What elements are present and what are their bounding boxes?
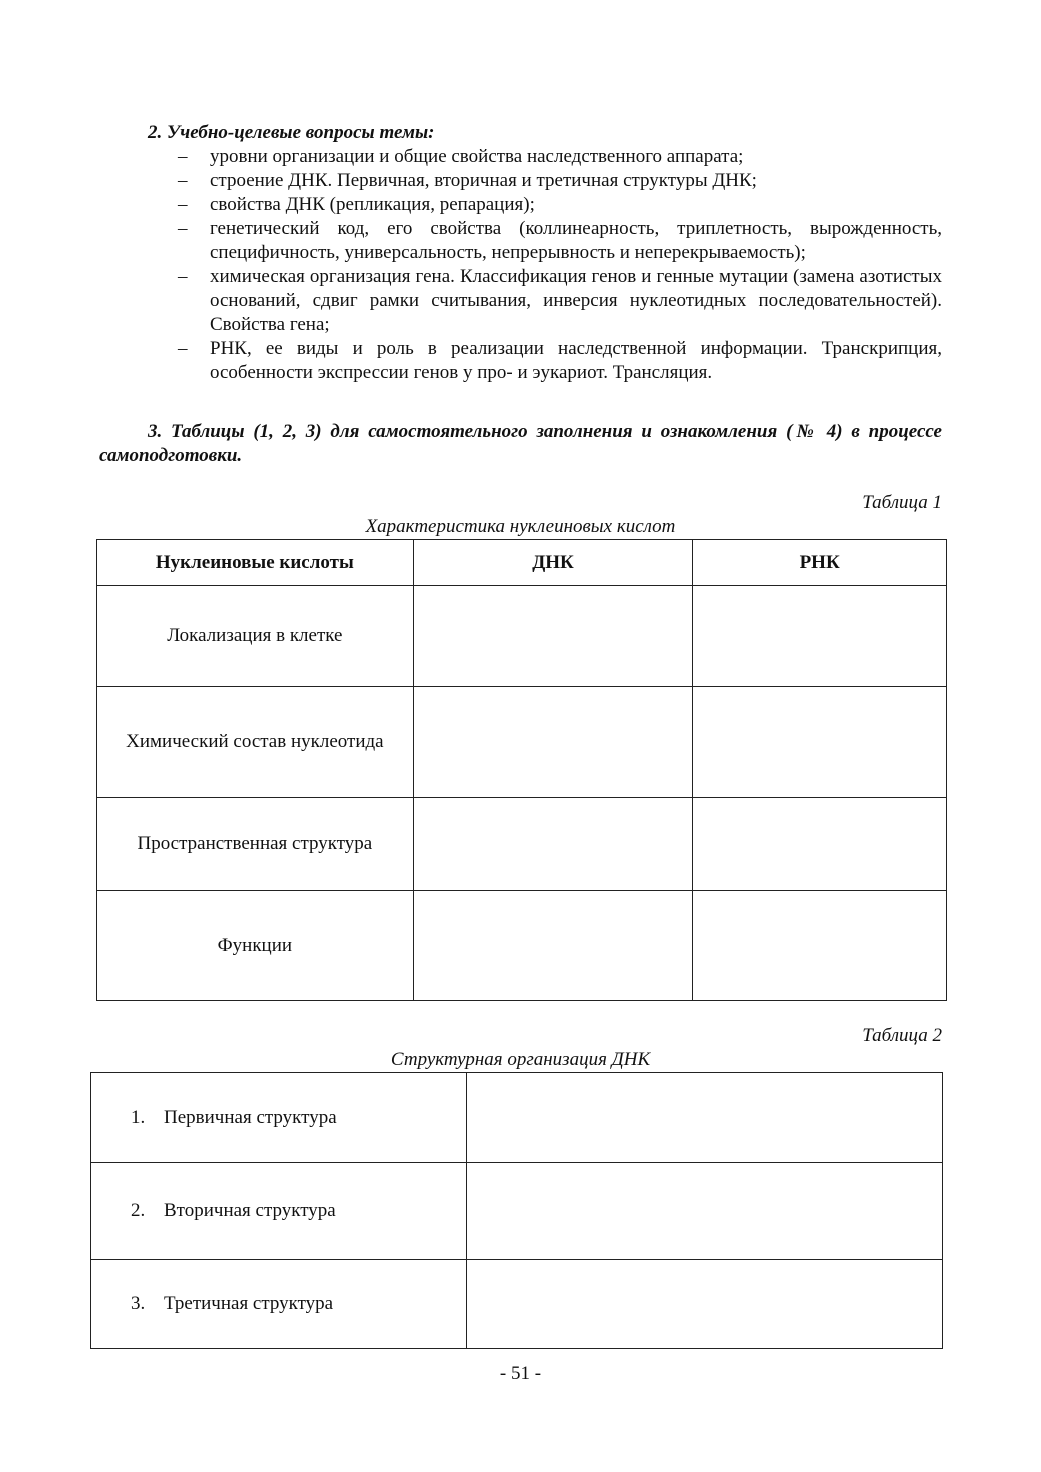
- list-item: [178, 193, 942, 217]
- list-item-text: строение ДНК. Первичная, вторичная и третичная структуры ДНК;: [210, 170, 757, 191]
- rna-cell[interactable]: [693, 586, 947, 687]
- table-2-number: Таблица 2: [862, 1025, 942, 1046]
- list-dash: –: [178, 338, 188, 359]
- table-header-row: [97, 540, 947, 586]
- list-dash: –: [178, 218, 188, 239]
- table-row: [91, 1260, 943, 1349]
- list-item: [178, 337, 942, 385]
- list-item: [178, 217, 942, 265]
- list-item-text: РНК, ее виды и роль в реализации наследственной информации. Транскрипция, особенности экспрессии генов у про- и эукариот. Трансляция.: [210, 338, 942, 383]
- row-label: [91, 1073, 467, 1163]
- table-row: [97, 891, 947, 1001]
- dna-cell[interactable]: [413, 586, 693, 687]
- table-row: [97, 687, 947, 798]
- value-cell[interactable]: [466, 1260, 942, 1349]
- list-dash: –: [178, 146, 188, 167]
- row-label: Химический состав нуклеотида: [97, 687, 414, 798]
- section-2-title: 2. Учебно-целевые вопросы темы:: [148, 122, 435, 143]
- row-label: Пространственная структура: [97, 798, 414, 891]
- row-number: 3.: [131, 1293, 146, 1314]
- row-label: [91, 1163, 467, 1260]
- table-row: [91, 1073, 943, 1163]
- header-rna: РНК: [693, 540, 947, 586]
- table-row: [91, 1163, 943, 1260]
- table-row: [97, 798, 947, 891]
- table-1-caption: Характеристика нуклеиновых кислот: [365, 516, 676, 537]
- table-row: [97, 586, 947, 687]
- header-dna: ДНК: [413, 540, 693, 586]
- table-1-number: Таблица 1: [862, 492, 942, 513]
- rna-cell[interactable]: [693, 798, 947, 891]
- rna-cell[interactable]: [693, 891, 947, 1001]
- list-item-text: уровни организации и общие свойства наследственного аппарата;: [210, 146, 744, 167]
- row-number: 1.: [131, 1106, 146, 1128]
- list-item: [178, 265, 942, 337]
- list-item-text: генетический код, его свойства (коллинеарность, триплетность, вырожденность, специфичность, универсальность, непрерывность и неперекрываемость);: [210, 218, 942, 263]
- row-label: [91, 1260, 467, 1349]
- list-dash: –: [178, 170, 188, 191]
- section-3-heading: 3. Таблицы (1, 2, 3) для самостоятельного заполнения и ознакомления (№ 4) в процессе самоподготовки.: [99, 421, 942, 466]
- value-cell[interactable]: [466, 1163, 942, 1260]
- nucleic-acids-table: [96, 539, 947, 1001]
- list-item-text: свойства ДНК (репликация, репарация);: [210, 194, 535, 215]
- list-dash: –: [178, 266, 188, 287]
- dna-cell[interactable]: [413, 798, 693, 891]
- list-item-text: химическая организация гена. Классификация генов и генные мутации (замена азотистых оснований, сдвиг рамки считывания, инверсия нуклеотидных последовательностей). Свойства гена;: [210, 266, 942, 335]
- list-item: [178, 145, 942, 169]
- dna-cell[interactable]: [413, 687, 693, 798]
- row-label-text: Вторичная структура: [164, 1200, 336, 1221]
- row-label: Локализация в клетке: [97, 586, 414, 687]
- value-cell[interactable]: [466, 1073, 942, 1163]
- table-2-caption: Структурная организация ДНК: [390, 1049, 651, 1070]
- dna-cell[interactable]: [413, 891, 693, 1001]
- list-dash: –: [178, 194, 188, 215]
- list-item: [178, 169, 942, 193]
- row-label: Функции: [97, 891, 414, 1001]
- row-label-text: Первичная структура: [164, 1106, 337, 1128]
- dna-structure-table: [90, 1072, 943, 1349]
- page-number: - 51 -: [499, 1363, 542, 1384]
- header-nucleic-acids: Нуклеиновые кислоты: [97, 540, 414, 586]
- row-label-text: Третичная структура: [164, 1293, 334, 1314]
- topics-list: [178, 145, 942, 385]
- row-number: 2.: [131, 1200, 146, 1221]
- rna-cell[interactable]: [693, 687, 947, 798]
